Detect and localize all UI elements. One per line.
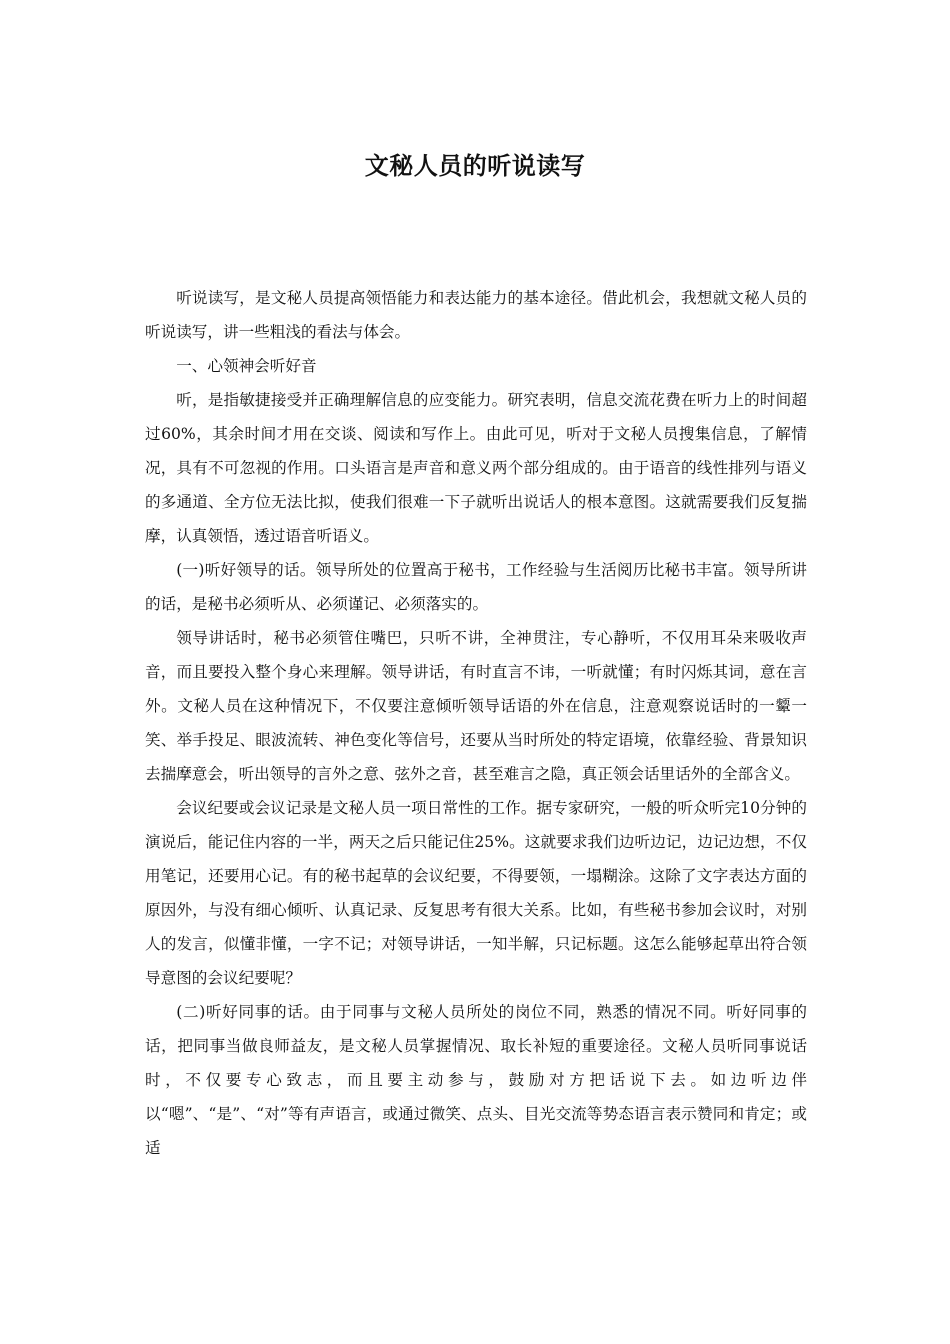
paragraph-leader-speech: 领导讲话时，秘书必须管住嘴巴，只听不讲，全神贯注，专心静听，不仅用耳朵来吸收声音，而且要投入整个身心来理解。领导讲话，有时直言不讳，一听就懂；有时闪烁其词，意在言外。文秘人员在这种情况下，不仅要注意倾听领导话语的外在信息，注意观察说话时的一颦一笑、举手投足、眼波流转、神色变化等信号，还要从当时所处的特定语境，依靠经验、背景知识去揣摩意会，听出领导的言外之意、弦外之音，甚至难言之隐，真正领会话里话外的全部含义。	[145, 629, 807, 783]
section-heading-listening: 一、心领神会听好音	[176, 357, 317, 375]
paragraph-meeting-minutes: 会议纪要或会议记录是文秘人员一项日常性的工作。据专家研究，一般的听众听完10分钟的演说后，能记住内容的一半，两天之后只能记住25%。这就要求我们边听边记，边记边想，不仅用笔记，还要用心记。有的秘书起草的会议纪要，不得要领，一塌糊涂。这除了文字表达方面的原因外，与没有细心倾听、认真记录、反复思考有很大关系。比如，有些秘书参加会议时，对别人的发言，似懂非懂，一字不记；对领导讲话，一知半解，只记标题。这怎么能够起草出符合领导意图的会议纪要呢？	[145, 799, 807, 987]
paragraph-intro: 听说读写，是文秘人员提高领悟能力和表达能力的基本途径。借此机会，我想就文秘人员的听说读写，讲一些粗浅的看法与体会。	[145, 289, 807, 341]
document-body	[145, 281, 807, 1165]
document-title: 文秘人员的听说读写	[364, 151, 586, 181]
paragraph-listening-definition: 听，是指敏捷接受并正确理解信息的应变能力。研究表明，信息交流花费在听力上的时间超过60%，其余时间才用在交谈、阅读和写作上。由此可见，听对于文秘人员搜集信息，了解情况，具有不可忽视的作用。口头语言是声音和意义两个部分组成的。由于语音的线性排列与语义的多通道、全方位无法比拟，使我们很难一下子就听出说话人的根本意图。这就需要我们反复揣摩，认真领悟，透过语音听语义。	[145, 391, 807, 545]
subsection-heading-leader: (一)听好领导的话。领导所处的位置高于秘书，工作经验与生活阅历比秘书丰富。领导所讲的话，是秘书必须听从、必须谨记、必须落实的。	[145, 561, 807, 613]
subsection-heading-colleague: (二)听好同事的话。由于同事与文秘人员所处的岗位不同，熟悉的情况不同。听好同事的话，把同事当做良师益友，是文秘人员掌握情况、取长补短的重要途径。文秘人员听同事说话时，不仅要专心致志，而且要主动参与，鼓励对方把话说下去。如边听边伴以“嗯”、“是”、“对”等有声语言，或通过微笑、点头、目光交流等势态语言表示赞同和肯定；或适	[145, 1003, 807, 1157]
